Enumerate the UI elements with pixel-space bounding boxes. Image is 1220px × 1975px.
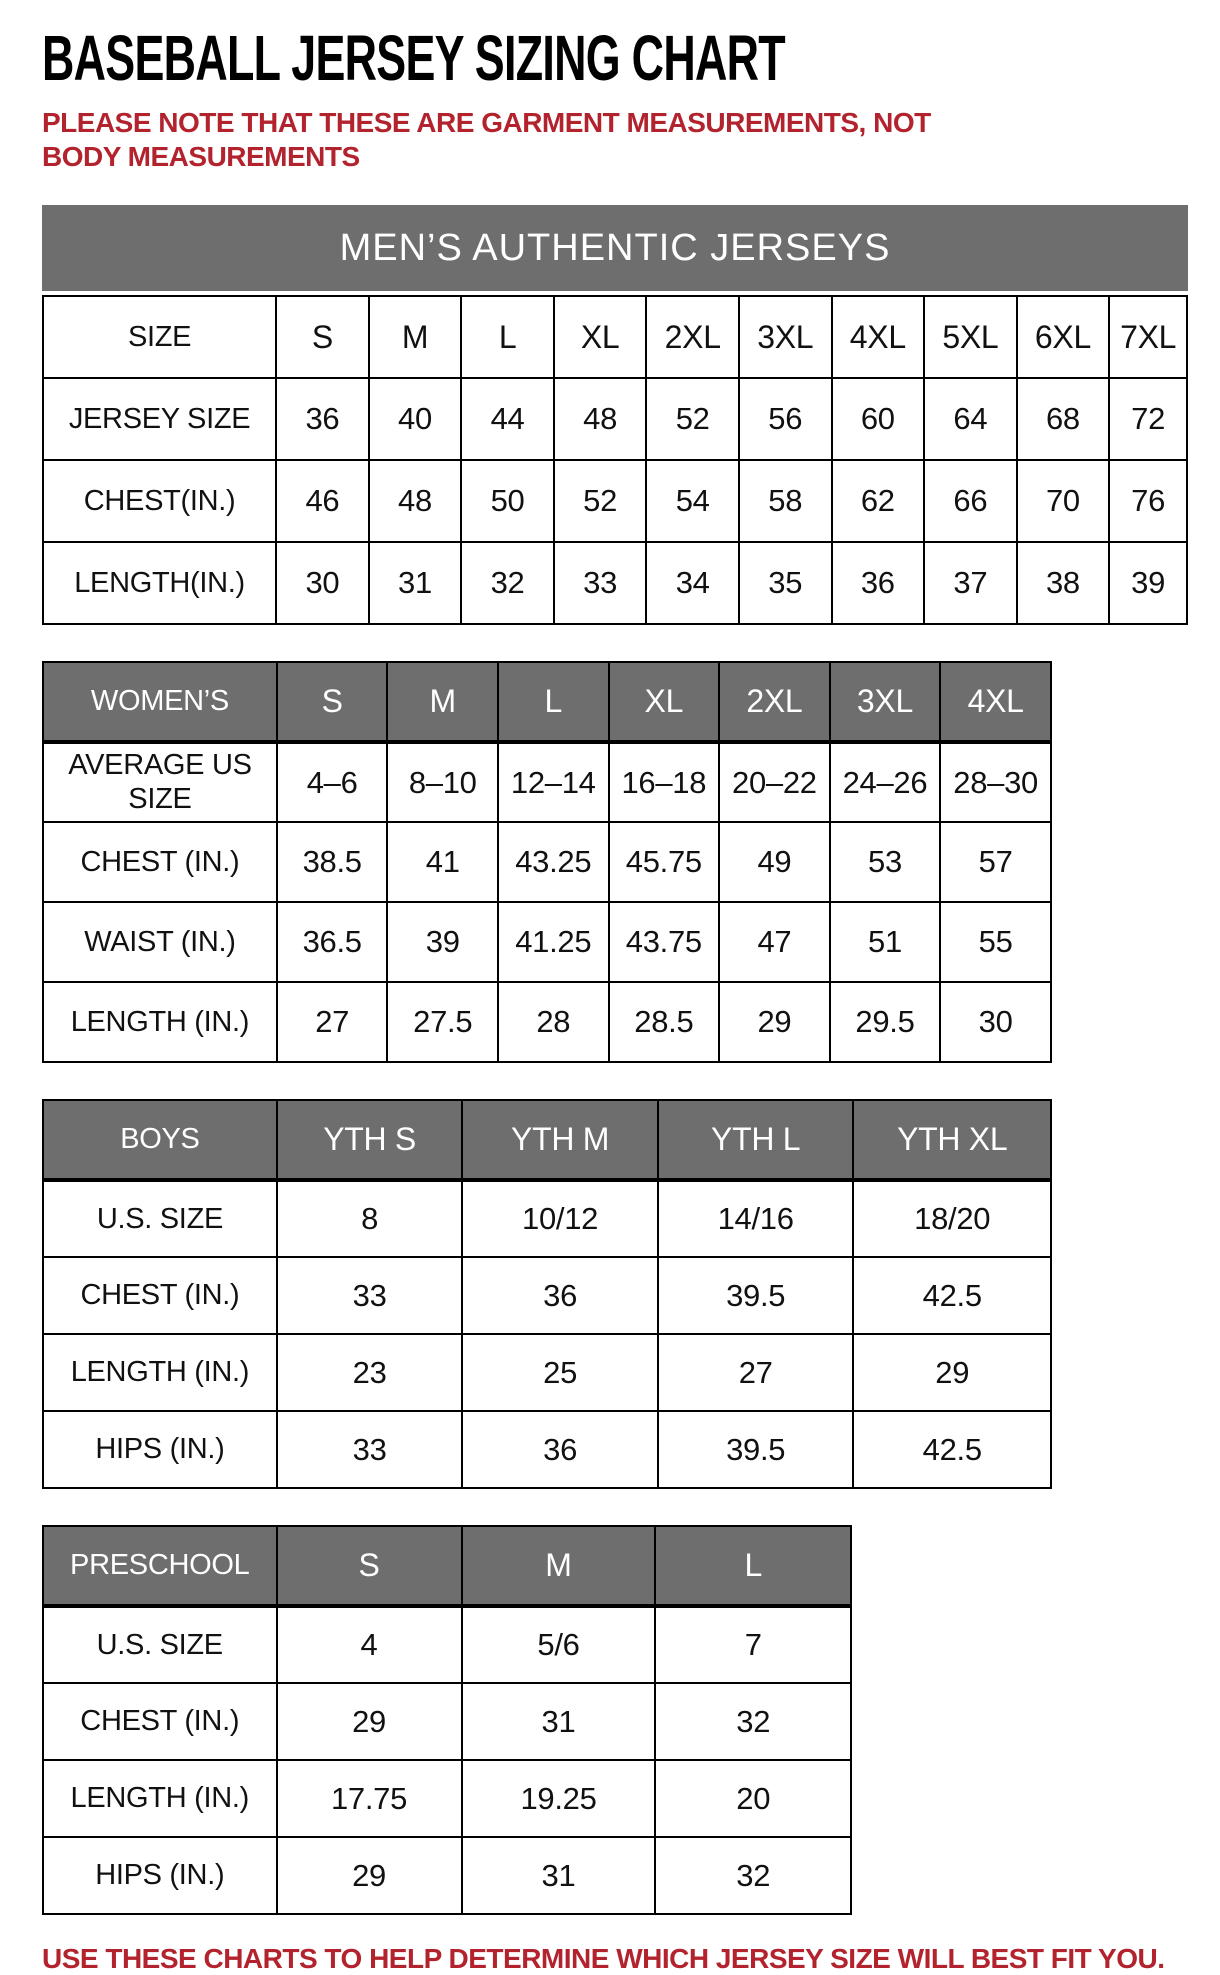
table-cell: 33 xyxy=(277,1411,462,1488)
table-cell: 38 xyxy=(1017,542,1110,624)
table-cell: 46 xyxy=(276,460,369,542)
table-row xyxy=(43,742,1051,822)
table-cell: 27 xyxy=(277,982,388,1062)
table-cell: 58 xyxy=(739,460,832,542)
column-header: YTH M xyxy=(462,1100,658,1180)
table-cell: 12–14 xyxy=(498,742,609,822)
row-label: HIPS (IN.) xyxy=(43,1411,277,1488)
table-cell: 57 xyxy=(940,822,1051,902)
footer-note: USE THESE CHARTS TO HELP DETERMINE WHICH JERSEY SIZE WILL BEST FIT YOU. xyxy=(42,1943,1165,1975)
column-header-label: PRESCHOOL xyxy=(43,1526,277,1606)
table-row xyxy=(43,822,1051,902)
table-cell: 32 xyxy=(655,1683,851,1760)
table-cell: 35 xyxy=(739,542,832,624)
table-row xyxy=(43,1334,1051,1411)
table-row xyxy=(43,378,1187,460)
table-cell: 52 xyxy=(554,460,647,542)
row-label: CHEST (IN.) xyxy=(43,1683,277,1760)
preschool-size-table xyxy=(42,1525,852,1915)
table-cell: 39.5 xyxy=(658,1257,854,1334)
row-label: U.S. SIZE xyxy=(43,1180,277,1257)
table-cell: 48 xyxy=(554,378,647,460)
table-row xyxy=(43,1180,1051,1257)
table-cell: 24–26 xyxy=(830,742,941,822)
table-cell: 30 xyxy=(276,542,369,624)
column-header: M xyxy=(462,1526,656,1606)
row-label: LENGTH (IN.) xyxy=(43,1760,277,1837)
table-cell: 47 xyxy=(719,902,830,982)
table-row xyxy=(43,1606,851,1683)
table-cell: 29 xyxy=(719,982,830,1062)
column-header: S xyxy=(276,296,369,378)
table-cell: 28 xyxy=(498,982,609,1062)
table-cell: 68 xyxy=(1017,378,1110,460)
column-header: 3XL xyxy=(830,662,941,742)
column-header: YTH S xyxy=(277,1100,462,1180)
preschool-header-row xyxy=(43,1526,851,1606)
column-header: 4XL xyxy=(940,662,1051,742)
table-cell: 7 xyxy=(655,1606,851,1683)
column-header: L xyxy=(498,662,609,742)
table-row xyxy=(43,1837,851,1914)
table-cell: 64 xyxy=(924,378,1017,460)
table-cell: 19.25 xyxy=(462,1760,656,1837)
row-label: LENGTH(IN.) xyxy=(43,542,276,624)
row-label: AVERAGE US SIZE xyxy=(43,742,277,822)
garment-measurements-note: PLEASE NOTE THAT THESE ARE GARMENT MEASUREMENTS, NOT BODY MEASUREMENTS xyxy=(42,107,931,172)
womens-size-table xyxy=(42,661,1052,1063)
table-cell: 37 xyxy=(924,542,1017,624)
column-header: L xyxy=(655,1526,851,1606)
table-cell: 60 xyxy=(832,378,925,460)
table-cell: 45.75 xyxy=(609,822,720,902)
table-cell: 36 xyxy=(462,1257,658,1334)
table-row xyxy=(43,542,1187,624)
row-label: LENGTH (IN.) xyxy=(43,982,277,1062)
table-cell: 28–30 xyxy=(940,742,1051,822)
boys-header-row xyxy=(43,1100,1051,1180)
column-header: 2XL xyxy=(719,662,830,742)
table-cell: 43.75 xyxy=(609,902,720,982)
table-cell: 42.5 xyxy=(853,1411,1051,1488)
table-cell: 16–18 xyxy=(609,742,720,822)
row-label: U.S. SIZE xyxy=(43,1606,277,1683)
column-header: 2XL xyxy=(646,296,739,378)
column-header-label: WOMEN’S xyxy=(43,662,277,742)
table-cell: 29 xyxy=(277,1683,462,1760)
table-row xyxy=(43,982,1051,1062)
table-cell: 25 xyxy=(462,1334,658,1411)
table-cell: 31 xyxy=(369,542,462,624)
table-cell: 18/20 xyxy=(853,1180,1051,1257)
table-cell: 62 xyxy=(832,460,925,542)
boys-table-block xyxy=(42,1099,1190,1489)
row-label: CHEST (IN.) xyxy=(43,822,277,902)
table-cell: 54 xyxy=(646,460,739,542)
column-header: 7XL xyxy=(1109,296,1187,378)
table-cell: 39 xyxy=(387,902,498,982)
table-cell: 33 xyxy=(277,1257,462,1334)
column-header: M xyxy=(369,296,462,378)
table-cell: 41.25 xyxy=(498,902,609,982)
table-cell: 48 xyxy=(369,460,462,542)
column-header: M xyxy=(387,662,498,742)
boys-size-table xyxy=(42,1099,1052,1489)
column-header: YTH L xyxy=(658,1100,854,1180)
table-cell: 43.25 xyxy=(498,822,609,902)
table-cell: 39 xyxy=(1109,542,1187,624)
column-header-label: BOYS xyxy=(43,1100,277,1180)
column-header: L xyxy=(461,296,554,378)
column-header: XL xyxy=(609,662,720,742)
table-cell: 76 xyxy=(1109,460,1187,542)
table-cell: 31 xyxy=(462,1837,656,1914)
table-cell: 31 xyxy=(462,1683,656,1760)
column-header: 6XL xyxy=(1017,296,1110,378)
table-row xyxy=(43,1257,1051,1334)
column-header: S xyxy=(277,1526,462,1606)
table-cell: 27.5 xyxy=(387,982,498,1062)
table-cell: 17.75 xyxy=(277,1760,462,1837)
table-row xyxy=(43,1411,1051,1488)
table-cell: 28.5 xyxy=(609,982,720,1062)
womens-header-row xyxy=(43,662,1051,742)
table-row xyxy=(43,1683,851,1760)
table-cell: 4 xyxy=(277,1606,462,1683)
table-cell: 32 xyxy=(461,542,554,624)
preschool-table-block xyxy=(42,1525,1190,1915)
column-header: 3XL xyxy=(739,296,832,378)
table-cell: 29 xyxy=(853,1334,1051,1411)
column-header: XL xyxy=(554,296,647,378)
table-cell: 30 xyxy=(940,982,1051,1062)
table-cell: 29.5 xyxy=(830,982,941,1062)
table-cell: 70 xyxy=(1017,460,1110,542)
table-cell: 5/6 xyxy=(462,1606,656,1683)
table-cell: 40 xyxy=(369,378,462,460)
table-row xyxy=(43,1760,851,1837)
table-cell: 10/12 xyxy=(462,1180,658,1257)
table-cell: 49 xyxy=(719,822,830,902)
table-cell: 42.5 xyxy=(853,1257,1051,1334)
column-header: S xyxy=(277,662,388,742)
table-cell: 29 xyxy=(277,1837,462,1914)
table-cell: 4–6 xyxy=(277,742,388,822)
table-cell: 72 xyxy=(1109,378,1187,460)
page-title: BASEBALL JERSEY SIZING CHART xyxy=(42,22,785,94)
table-cell: 8–10 xyxy=(387,742,498,822)
womens-table-block xyxy=(42,661,1190,1063)
size-tables-container xyxy=(42,205,1190,1915)
table-cell: 34 xyxy=(646,542,739,624)
table-cell: 27 xyxy=(658,1334,854,1411)
table-cell: 39.5 xyxy=(658,1411,854,1488)
table-cell: 32 xyxy=(655,1837,851,1914)
table-cell: 51 xyxy=(830,902,941,982)
table-cell: 33 xyxy=(554,542,647,624)
mens-table-block xyxy=(42,205,1190,625)
table-cell: 14/16 xyxy=(658,1180,854,1257)
row-label: CHEST (IN.) xyxy=(43,1257,277,1334)
table-cell: 36 xyxy=(832,542,925,624)
table-cell: 20–22 xyxy=(719,742,830,822)
table-cell: 36.5 xyxy=(277,902,388,982)
mens-header-row xyxy=(43,296,1187,378)
table-cell: 41 xyxy=(387,822,498,902)
mens-banner: MEN’S AUTHENTIC JERSEYS xyxy=(42,205,1188,291)
table-cell: 55 xyxy=(940,902,1051,982)
column-header: YTH XL xyxy=(853,1100,1051,1180)
row-label: WAIST (IN.) xyxy=(43,902,277,982)
table-cell: 20 xyxy=(655,1760,851,1837)
table-cell: 38.5 xyxy=(277,822,388,902)
row-label: JERSEY SIZE xyxy=(43,378,276,460)
table-cell: 66 xyxy=(924,460,1017,542)
table-row xyxy=(43,460,1187,542)
table-cell: 36 xyxy=(462,1411,658,1488)
row-label: HIPS (IN.) xyxy=(43,1837,277,1914)
table-row xyxy=(43,902,1051,982)
table-cell: 52 xyxy=(646,378,739,460)
column-header: 4XL xyxy=(832,296,925,378)
table-cell: 50 xyxy=(461,460,554,542)
column-header: 5XL xyxy=(924,296,1017,378)
row-label: CHEST(IN.) xyxy=(43,460,276,542)
table-cell: 44 xyxy=(461,378,554,460)
table-cell: 53 xyxy=(830,822,941,902)
mens-size-table xyxy=(42,295,1188,625)
table-cell: 8 xyxy=(277,1180,462,1257)
table-cell: 23 xyxy=(277,1334,462,1411)
row-label: LENGTH (IN.) xyxy=(43,1334,277,1411)
column-header-label: SIZE xyxy=(43,296,276,378)
table-cell: 56 xyxy=(739,378,832,460)
table-cell: 36 xyxy=(276,378,369,460)
